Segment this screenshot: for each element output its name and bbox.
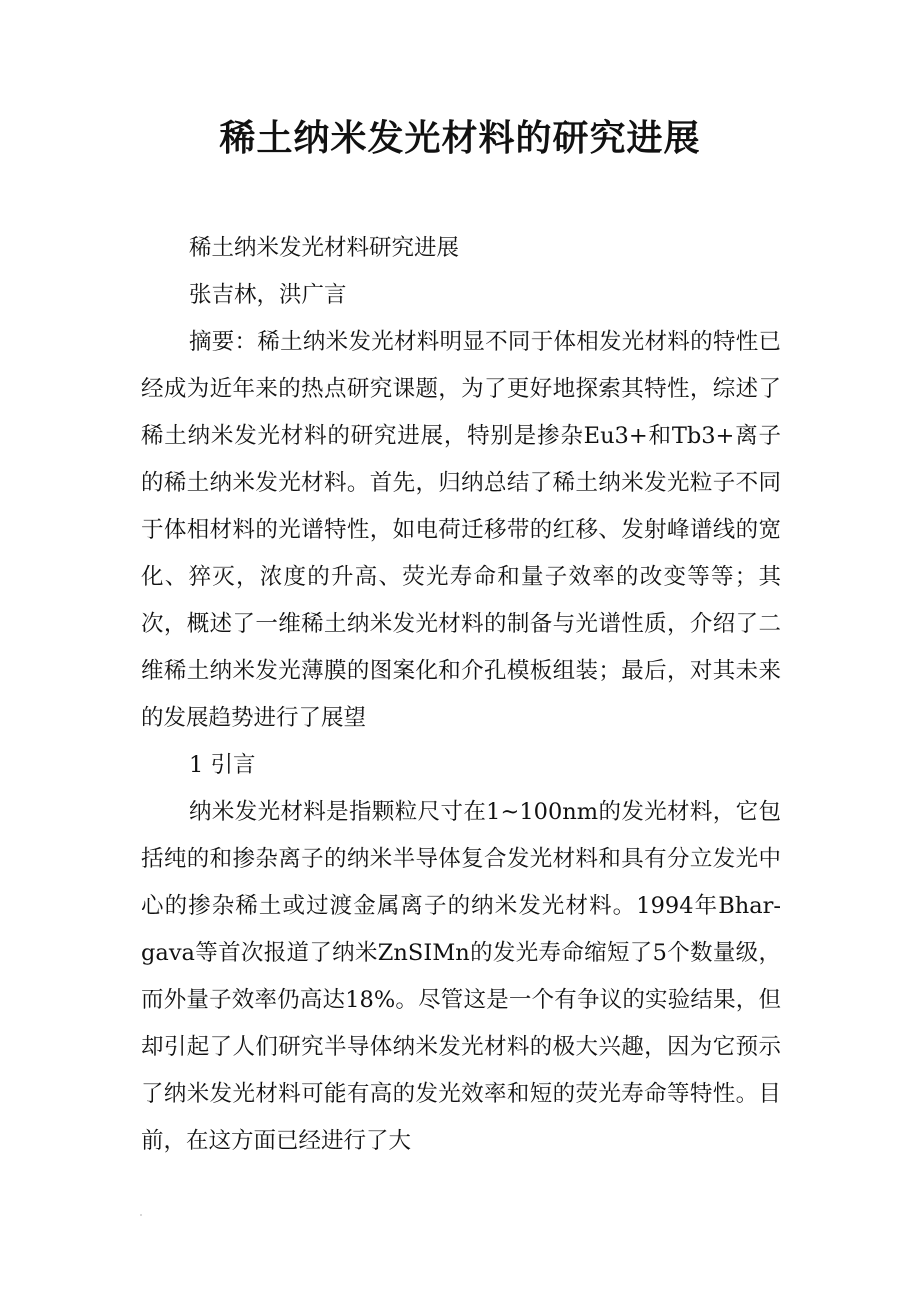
subtitle: 稀土纳米发光材料研究进展 [189,235,460,261]
document-body [141,225,781,1165]
intro-paragraph: 纳米发光材料是指颗粒尺寸在1~100nm的发光材料，它包括纯的和掺杂离子的纳米半导体复合发光材料和具有分立发光中心的掺杂稀土或过渡金属离子的纳米发光材料。1994年Bhar-gava等首次报道了纳米ZnSIMn的发光寿命缩短了5个数量级，而外量子效率仍高达18%。尽管这是一个有争议的实验结果，但却引起了人们研究半导体纳米发光材料的极大兴趣，因为它预示了纳米发光材料可能有高的发光效率和短的荧光寿命等特性。目前，在这方面已经进行了大 [141,799,781,1154]
authors: 张吉林，洪广言 [189,282,347,308]
document-title: 稀土纳米发光材料的研究进展 [219,117,701,159]
page-speck [140,1214,142,1216]
abstract-paragraph: 摘要：稀土纳米发光材料明显不同于体相发光材料的特性已经成为近年来的热点研究课题，为了更好地探索其特性，综述了稀土纳米发光材料的研究进展，特别是掺杂Eu3+和Tb3+离子的稀土纳米发光材料。首先，归纳总结了稀土纳米发光粒子不同于体相材料的光谱特性，如电荷迁移带的红移、发射峰谱线的宽化、猝灭，浓度的升高、荧光寿命和量子效率的改变等等；其次，概述了一维稀土纳米发光材料的制备与光谱性质，介绍了二维稀土纳米发光薄膜的图案化和介孔模板组装；最后，对其未来的发展趋势进行了展望 [141,329,781,731]
section-heading: 1 引言 [189,752,256,778]
